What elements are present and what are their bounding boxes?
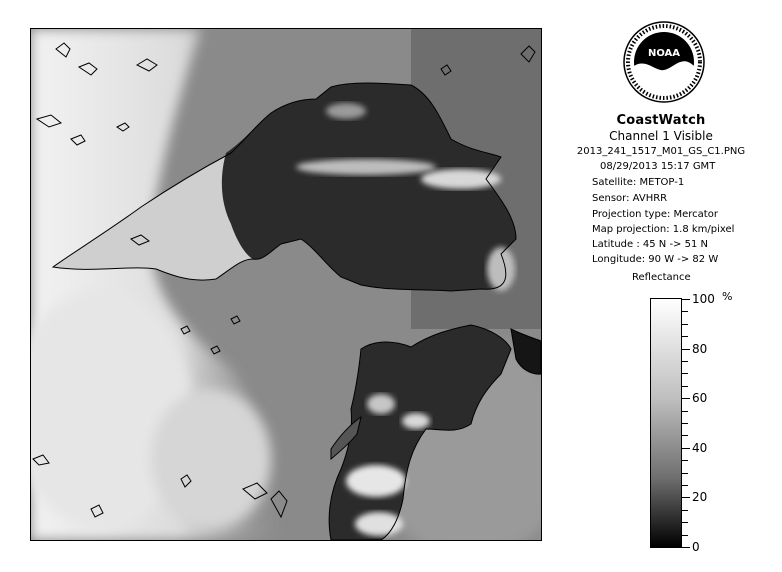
south-cloud (151, 389, 271, 529)
michigan-cloud-2 (402, 413, 430, 429)
channel-subtitle: Channel 1 Visible (609, 129, 713, 143)
colorbar-tick (682, 398, 690, 399)
colorbar-label: 20 (692, 490, 708, 504)
colorbar-tick (682, 324, 688, 325)
colorbar-label: 40 (692, 441, 708, 455)
colorbar-tick (682, 435, 688, 436)
lake-cloud-north (326, 103, 366, 119)
michigan-cloud-3 (346, 465, 406, 497)
colorbar-unit: % (722, 290, 733, 303)
latitude-label: Latitude : 45 N -> 51 N (592, 239, 708, 250)
colorbar-tick (682, 423, 688, 424)
colorbar-label: 80 (692, 342, 708, 356)
colorbar-tick (682, 299, 690, 300)
colorbar (650, 298, 682, 548)
colorbar-tick (682, 411, 688, 412)
colorbar-label: 0 (692, 540, 700, 554)
datetime-label: 08/29/2013 15:17 GMT (600, 161, 716, 172)
satellite-label: Satellite: METOP-1 (592, 177, 685, 188)
colorbar-tick (682, 460, 688, 461)
map-projection-label: Map projection: 1.8 km/pixel (592, 224, 735, 235)
colorbar-tick (682, 349, 690, 350)
michigan-cloud-1 (367, 394, 395, 414)
app-title: CoastWatch (616, 113, 706, 128)
satellite-map (30, 28, 542, 541)
colorbar-tick (682, 386, 688, 387)
sensor-label: Sensor: AVHRR (592, 193, 668, 204)
colorbar-title: Reflectance (632, 272, 691, 283)
colorbar-label: 60 (692, 391, 708, 405)
lake-cloud-streak (296, 159, 436, 175)
colorbar-tick (682, 485, 688, 486)
map-canvas (31, 29, 541, 540)
colorbar-tick (682, 535, 688, 536)
colorbar-tick (682, 361, 688, 362)
colorbar-tick (682, 336, 688, 337)
noaa-logo-icon (622, 14, 706, 110)
projection-type-label: Projection type: Mercator (592, 209, 718, 220)
colorbar-tick (682, 311, 688, 312)
colorbar-tick (682, 547, 690, 548)
filename-label: 2013_241_1517_M01_GS_C1.PNG (576, 146, 746, 157)
colorbar-tick (682, 522, 688, 523)
colorbar-tick (682, 510, 688, 511)
lake-cloud-east (421, 169, 501, 189)
colorbar-tick (682, 473, 688, 474)
michigan-cloud-4 (355, 512, 403, 536)
colorbar-tick (682, 373, 688, 374)
colorbar-tick (682, 497, 690, 498)
logo-text: NOAA (647, 48, 681, 59)
longitude-label: Longitude: 90 W -> 82 W (592, 254, 719, 265)
colorbar-tick (682, 448, 690, 449)
colorbar-label: 100 (692, 292, 715, 306)
